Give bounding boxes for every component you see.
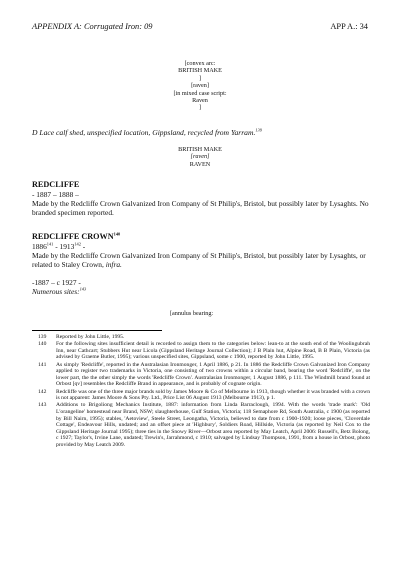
mark-line: RAVEN — [189, 160, 211, 168]
footnote — [32, 402, 370, 448]
footnote-number: 139 — [38, 334, 47, 340]
mark-line: ] — [198, 74, 202, 82]
entry-dates: - 1887 – 1888 – — [32, 190, 79, 199]
entry-heading-text: REDCLIFFE CROWN — [32, 232, 114, 241]
footnote-number: 143 — [38, 402, 47, 409]
footnote-text: Reported by John Little, 1995. — [56, 334, 125, 340]
footnote — [32, 389, 370, 402]
footnote-number: 142 — [38, 388, 47, 395]
mark-line: BRITISH MAKE — [178, 67, 222, 75]
footnote-divider — [32, 330, 162, 331]
entry-heading — [32, 232, 370, 242]
footnote-ref: 139 — [255, 127, 262, 133]
caption-text: D Lace calf shed, unspecified location, Gippsland, recycled from Yarram. — [32, 128, 256, 137]
date-tail: - — [80, 242, 86, 251]
mark-line: [convex arc: — [184, 60, 216, 67]
entry-redcliffe — [32, 180, 370, 217]
footnote-ref: 140 — [113, 231, 121, 237]
page-header — [32, 22, 368, 34]
footnote-ref: 143 — [79, 286, 87, 292]
mark-line: BRITISH MAKE — [178, 146, 222, 153]
footnote-number: 141 — [38, 361, 47, 368]
footnote-text: Additions to Brigoliong Mechanics Institute, 1887: information from Linda Barraclough, 1994. With the words 'trade mark': 'Old L'orangeline' homestead near Brand, NSW; slaughterhouse, Gulf Station, Victoria; 118 Semaphore Rd, South Australia, c 1900 (as reported by Bill Nairn, 1995); stables, 'Aetoview', Steele Street, Leongatha, Victoria, believed to date from c 1900-1920; loose pieces, 'Cloverdale Cottage', Endeavour Hills, undated; and an offset piece at 'Highbury', Soldiers Road, Hillside, Victoria (as reported by Neil Cox to the Gippsland Heritage Journal 1995); three ties in the Snowy River—Orbost area reported by May Leatch, April 2006: Russell's, Betz Bolong, c 1927; Taylor's, Irvine Lane, undated; Trewin's, Jarrahmond, c 1910; salvaged by Lindsay Thompson, 1991, from a house in Orbost, photo provided by May Leatch 2009. — [56, 402, 370, 448]
entry-range: -1887 – c 1927 - — [32, 278, 81, 287]
footnotes — [32, 334, 370, 449]
header-title: APPENDIX A: Corrugated Iron: 09 — [32, 22, 153, 31]
footnote-ref: 142 — [74, 241, 81, 247]
footnote-ref: 141 — [46, 241, 54, 247]
footnote-text: Redcliffe was one of the three major brands sold by James Moore & Co of Melbourne in 1913, though whether it was branded with a crown is not apparent: James Moore & Sons Pty. Ltd., Price List 06 August 1913 (Melbourne 1913), p 1. — [56, 388, 370, 402]
photo-caption — [32, 128, 370, 137]
header-page-number: APP A.: 34 — [330, 22, 368, 31]
brand-mark-transcription — [120, 60, 280, 112]
entry-body-text: Made by the Redcliffe Crown Galvanized Iron Company of St Philip's, Bristol, but possibly later by Lysaghts, or related to Staley Crown, — [32, 251, 366, 269]
entry-sites — [32, 287, 370, 296]
entry-sites-text: Numerous sites: — [32, 287, 80, 296]
date-start: 1886 — [32, 242, 47, 251]
brand-mark-transcription-2 — [120, 146, 280, 168]
footnote — [32, 362, 370, 388]
mark-line: [raven] — [190, 153, 210, 161]
date-end: - 1913 — [53, 242, 75, 251]
entry-heading: REDCLIFFE — [32, 180, 80, 189]
entry-body-ref: infra. — [105, 260, 122, 269]
mark-line: ] — [198, 104, 202, 112]
entry-dates — [32, 242, 370, 251]
mark-line: [raven] — [191, 82, 209, 90]
annulus-note: [annulus bearing: — [170, 310, 214, 317]
footnote-text: As simply 'Redcliffe', reported in the Australasian Ironmonger, 1 April 1886, p 21. In 1886 the Redcliffe Crown Galvanized Iron Company applied to register two trademarks in Victoria, one consisting of two crowns within a circular band, bearing the word 'Redcliffe', on the lower part, the the other simply the words 'Redcliffe Crown'. Australasian Ironmonger, 1 August 1886, p 111. The Windmill brand found at Orbost [qv] resembles the Redcliffe Brand in appearance, and is probably of cognate origin. — [56, 361, 370, 388]
entry-body: Made by the Redcliffe Crown Galvanized Iron Company of St Philip's, Bristol, but possibly later by Lysaghts. No branded specimen reported. — [32, 199, 369, 217]
entry-body — [32, 251, 370, 269]
footnote — [32, 341, 370, 361]
mark-line: [in mixed case script: — [173, 89, 227, 97]
footnote — [32, 334, 370, 341]
footnote-text: For the following sites insufficient detail is recorded to assign them to the categories below: lean-to at the south end of the Woolingubrah Inn, near Cathcart; Stubbers Hut near Licola (Gippsland Heritage Journal Collection); J B Plain hut, Alpine Road, B B Plain, Victoria (as advised by Graeme Butler, 1995); various unspecified sites, Gippsland, some c 1900, reported by John Little, 1995. — [56, 341, 370, 361]
mark-line: Raven — [192, 97, 208, 105]
footnote-number: 140 — [38, 341, 47, 348]
entry-redcliffe-crown — [32, 232, 370, 296]
